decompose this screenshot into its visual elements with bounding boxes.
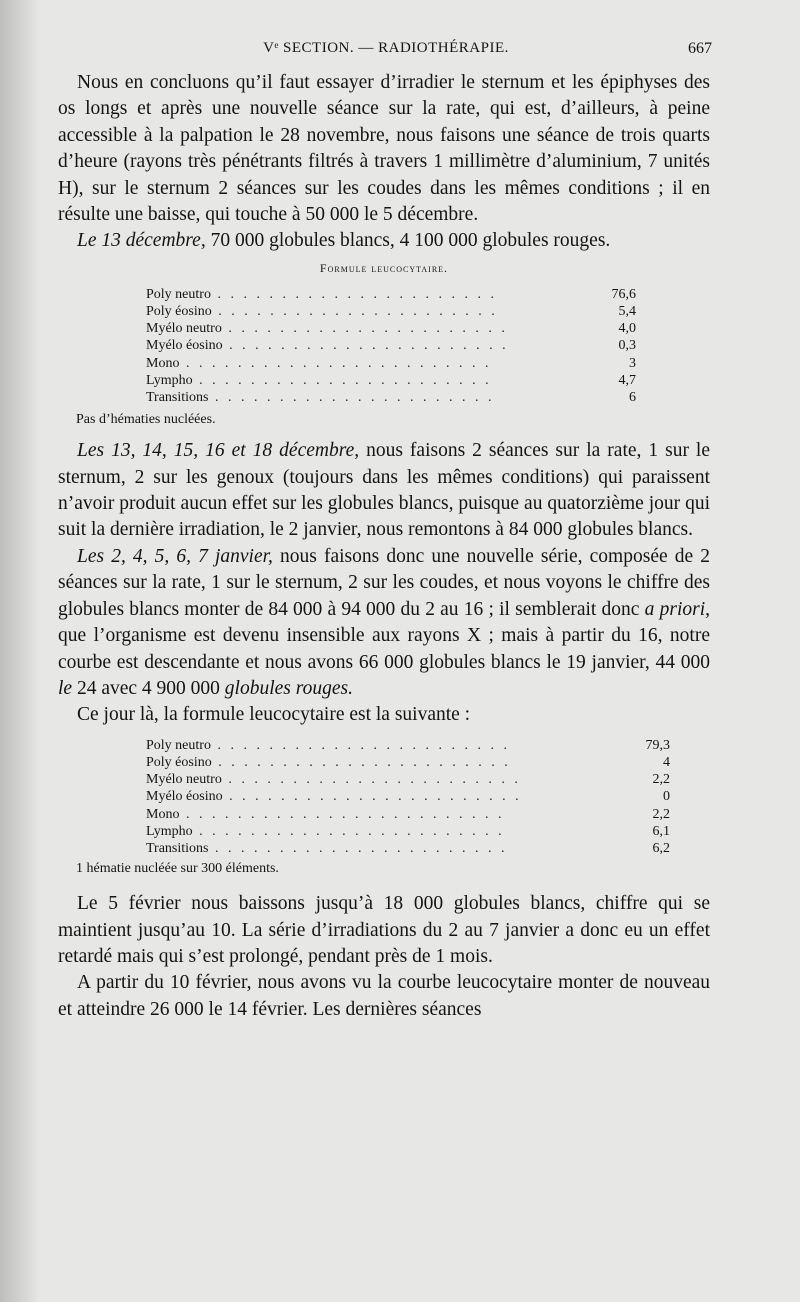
paragraph-4-text-a: nous faisons donc une nouvelle série, composée de 2 séances sur la rate, 1 sur le sternum, 2 sur les coudes, et nous voyons le chiffre des globules blancs monter de 84 000 à 94 000 du 2 au 16 ; il semblerait donc [58, 545, 710, 620]
leader-dots: . . . . . . . . . . . . . . . . . . . . . . . [210, 737, 510, 753]
formula-value: 2,2 [652, 772, 670, 788]
formula-note-2: 1 hématie nucléée sur 300 éléments. [76, 861, 279, 877]
page-body [58, 70, 710, 1023]
formula-value: 3 [629, 355, 636, 371]
leader-dots: . . . . . . . . . . . . . . . . . . . . . . [208, 390, 495, 406]
formula-label: Myélo neutro [146, 772, 222, 788]
paragraph-3 [58, 438, 710, 544]
formula-value: 0,3 [618, 338, 636, 354]
formula-value: 4,0 [618, 321, 636, 337]
page-number: 667 [688, 40, 712, 57]
leader-dots: . . . . . . . . . . . . . . . . . . . . . . . [222, 789, 522, 805]
leader-dots: . . . . . . . . . . . . . . . . . . . . . . . . [192, 823, 505, 839]
formula-value: 6 [629, 390, 636, 406]
formula-value: 79,3 [645, 737, 670, 753]
formula-row [146, 320, 636, 337]
formula-row [146, 389, 636, 406]
formula-label: Myélo éosino [146, 338, 223, 354]
formula-row [146, 337, 636, 354]
formula-row [146, 806, 670, 823]
paragraph-4-italic-2: le [58, 677, 73, 699]
formula-row [146, 355, 636, 372]
paragraph-4-italic: a priori [644, 598, 706, 620]
formula-value: 2,2 [652, 806, 670, 822]
paragraph-2-date: Le 13 décembre, [77, 230, 206, 252]
paragraph-2 [58, 228, 710, 254]
leader-dots: . . . . . . . . . . . . . . . . . . . . . . . [211, 754, 511, 770]
formula-label: Mono [146, 355, 180, 371]
paragraph-6: Le 5 février nous baissons jusqu’à 18 000 globules blancs, chiffre qui se maintient jusqu’au 10. La série d’irradiations du 2 au 7 janvier a donc eu un effet retardé mais qui s’est prolongé, pendant près de 1 mois. [58, 893, 710, 967]
formula-label: Poly neutro [146, 737, 211, 753]
formula-value: 6,1 [652, 823, 670, 839]
paragraph-5: Ce jour là, la formule leucocytaire est la suivante : [77, 704, 471, 726]
formula-label: Lympho [146, 823, 193, 839]
formula-row [146, 771, 670, 788]
formula-value: 6,2 [652, 840, 670, 856]
formula-row [146, 754, 670, 771]
paragraph-4-text-b: , que l’organisme est devenu insensible aux rayons X ; mais à partir du 16, notre courbe est descendante et nous avons 66 000 globules blancs le 19 janvier, 44 000 [58, 598, 710, 673]
leader-dots: . . . . . . . . . . . . . . . . . . . . . . . [208, 840, 508, 856]
formula-row [146, 823, 670, 840]
page-header [60, 40, 712, 64]
formula-label: Myélo éosino [146, 789, 223, 805]
paragraph-4-italic-3: globules rouges. [224, 677, 353, 699]
formula-label: Lympho [146, 372, 193, 388]
paragraph-4-dates: Les 2, 4, 5, 6, 7 janvier, [77, 545, 273, 567]
formula-row [146, 737, 670, 754]
leader-dots: . . . . . . . . . . . . . . . . . . . . . . [210, 286, 497, 302]
leader-dots: . . . . . . . . . . . . . . . . . . . . . . . . . [179, 806, 505, 822]
leader-dots: . . . . . . . . . . . . . . . . . . . . . . . [192, 372, 492, 388]
leader-dots: . . . . . . . . . . . . . . . . . . . . . . . . [179, 355, 492, 371]
paragraph-3-text: nous faisons 2 séances sur la rate, 1 sur le sternum, 2 sur les genoux (toujours dans les mêmes conditions) qui paraissent n’avoir produit aucun effet sur les globules blancs, puisque au quatorzième jour qui suit la dernière irradiation, le 2 janvier, nous remontons à 84 000 globules blancs. [58, 440, 710, 541]
paragraph-4-text-c: 24 avec 4 900 000 [72, 677, 225, 699]
leader-dots: . . . . . . . . . . . . . . . . . . . . . . [222, 338, 509, 354]
paragraph-1: Nous en concluons qu’il faut essayer d’irradier le sternum et les épiphyses des os longs et après une nouvelle séance sur la rate, qui est, d’ailleurs, à peine accessible à la palpation le 28 novembre, nous faisons une séance de trois quarts d’heure (rayons très pénétrants filtrés à travers 1 millimètre d’aluminium, 7 unités H), sur le sternum 2 séances sur les coudes dans les mêmes conditions ; il en résulte une baisse, qui touche à 50 000 le 5 décembre. [58, 72, 710, 226]
paragraph-2-text: 70 000 globules blancs, 4 100 000 globules rouges. [205, 230, 611, 252]
formula-label: Transitions [146, 840, 209, 856]
paragraph-4 [58, 544, 710, 702]
leader-dots: . . . . . . . . . . . . . . . . . . . . . . [211, 304, 498, 320]
formula-row [146, 286, 636, 303]
formula-table-2 [146, 737, 670, 857]
formula-row [146, 372, 636, 389]
formula-row [146, 788, 670, 805]
paragraph-7: A partir du 10 février, nous avons vu la courbe leucocytaire monter de nouveau et atteindre 26 000 le 14 février. Les dernières séances [58, 972, 710, 1020]
formula-row [146, 840, 670, 857]
paragraph-3-dates: Les 13, 14, 15, 16 et 18 décembre, [77, 440, 360, 462]
leader-dots: . . . . . . . . . . . . . . . . . . . . . . [221, 321, 508, 337]
running-title: Vᵉ SECTION. — RADIOTHÉRAPIE. [263, 40, 509, 56]
formula-label: Transitions [146, 390, 209, 406]
leader-dots: . . . . . . . . . . . . . . . . . . . . . . . [221, 772, 521, 788]
formula-value: 5,4 [618, 304, 636, 320]
formula-note-1: Pas d’hématies nucléées. [76, 412, 216, 428]
formula-value: 4,7 [618, 372, 636, 388]
page-edge-shadow [0, 0, 40, 1302]
formula-value: 0 [663, 789, 670, 805]
formula-label: Myélo neutro [146, 321, 222, 337]
formula-label: Poly éosino [146, 304, 212, 320]
formula-value: 76,6 [611, 286, 636, 302]
formula-title: Formule leucocytaire. [319, 260, 449, 275]
formula-row [146, 303, 636, 320]
formula-label: Poly neutro [146, 286, 211, 302]
formula-label: Poly éosino [146, 754, 212, 770]
formula-label: Mono [146, 806, 180, 822]
formula-value: 4 [663, 754, 670, 770]
formula-table-1 [146, 286, 636, 406]
